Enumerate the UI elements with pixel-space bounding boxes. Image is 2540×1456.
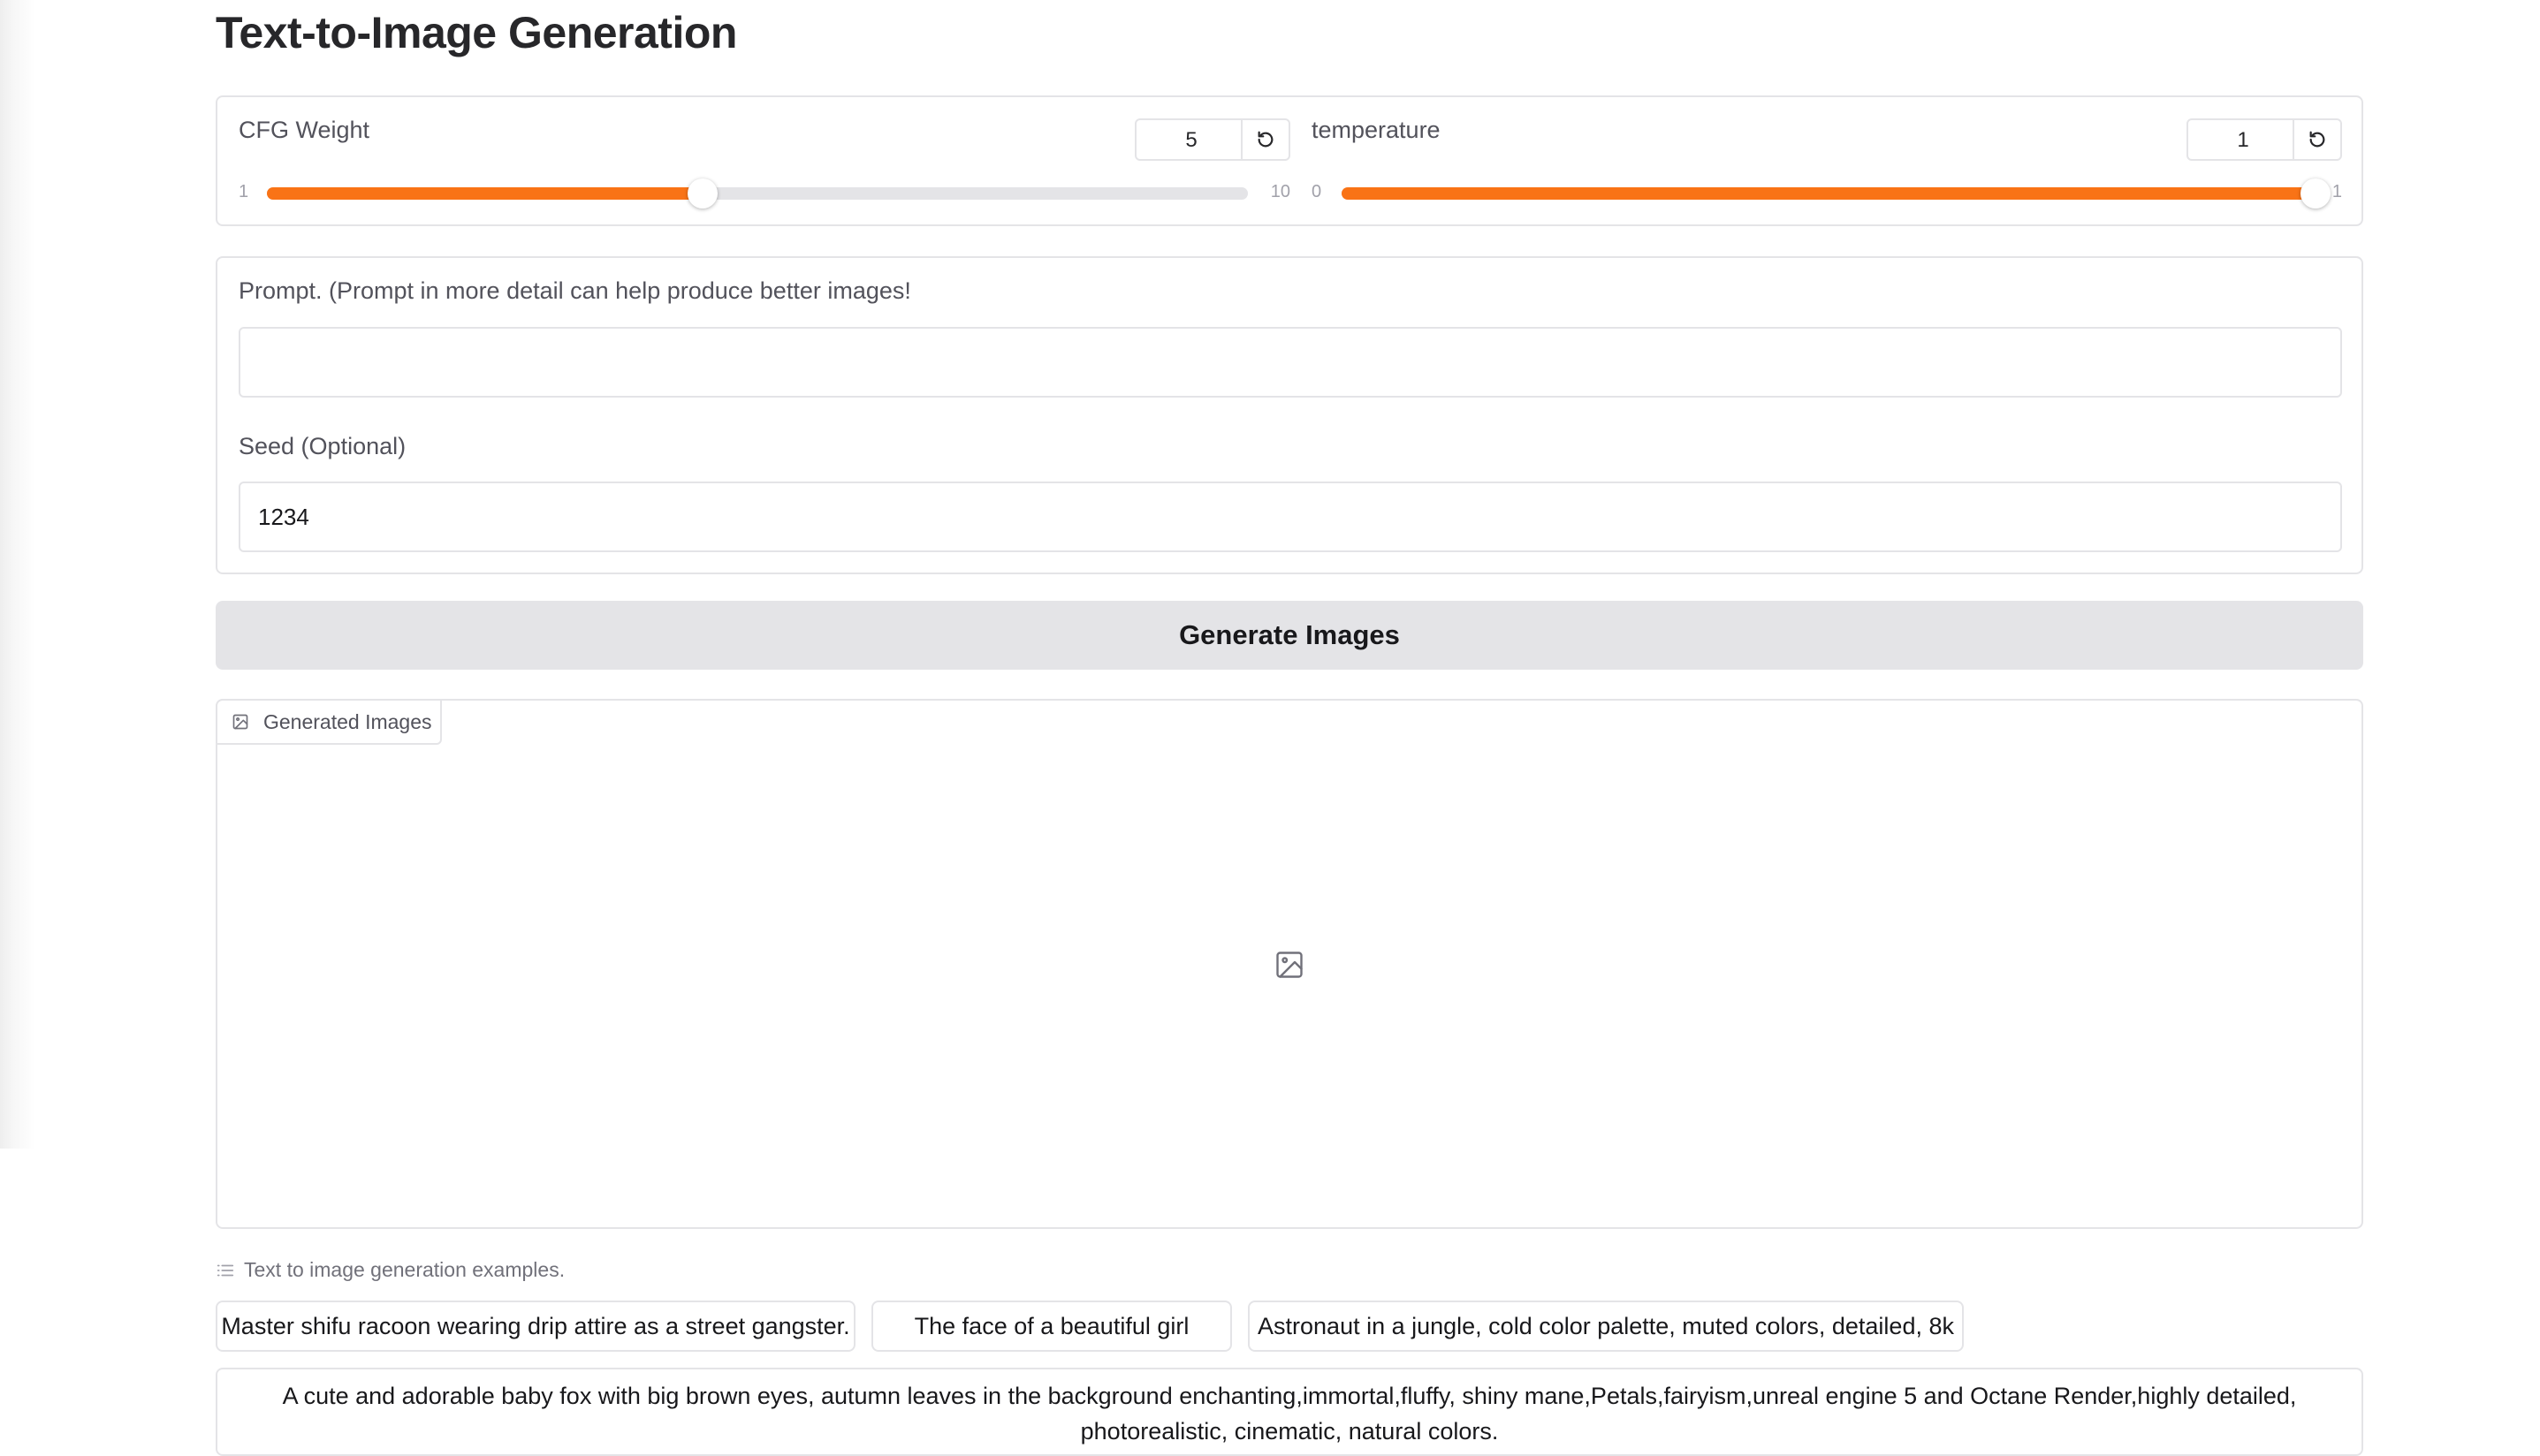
seed-input[interactable] <box>239 482 2342 552</box>
example-button[interactable]: Master shifu racoon wearing drip attire as a street gangster. <box>216 1301 856 1352</box>
cfg-weight-min: 1 <box>239 182 249 201</box>
cfg-weight-slider-group <box>239 97 1290 224</box>
temperature-reset-button[interactable] <box>2293 120 2340 159</box>
reset-icon <box>2308 130 2327 149</box>
temperature-thumb[interactable] <box>2300 178 2331 209</box>
cfg-weight-fill <box>267 187 703 200</box>
temperature-label: temperature <box>1312 117 1441 143</box>
image-placeholder-icon <box>1274 949 1305 981</box>
generate-images-button[interactable]: Generate Images <box>216 601 2363 670</box>
cfg-weight-thumb[interactable] <box>688 178 718 209</box>
temperature-min: 0 <box>1312 182 1322 201</box>
prompt-panel <box>216 256 2363 574</box>
slider-panel <box>216 95 2363 226</box>
temperature-fill <box>1342 187 2316 200</box>
examples-header <box>216 1258 565 1282</box>
gallery-tab-label: Generated Images <box>263 709 432 733</box>
seed-label: Seed (Optional) <box>239 433 407 459</box>
example-button[interactable]: Astronaut in a jungle, cold color palette, muted colors, detailed, 8k <box>1248 1301 1964 1352</box>
temperature-input[interactable] <box>2188 120 2298 161</box>
cfg-weight-number-box <box>1135 118 1290 161</box>
reset-icon <box>1256 130 1275 149</box>
example-button[interactable]: A cute and adorable baby fox with big brown eyes, autumn leaves in the background enchanting,immortal,fluffy, shiny mane,Petals,fairyism,unreal engine 5 and Octane Render,highly detailed, photorealistic, cinematic, natural colors. <box>216 1368 2363 1456</box>
image-icon <box>232 713 249 731</box>
prompt-input[interactable] <box>239 327 2342 398</box>
page-title: Text-to-Image Generation <box>216 8 737 57</box>
gallery-tab <box>216 699 442 745</box>
generated-images-gallery <box>216 699 2363 1229</box>
temperature-slider-group <box>1312 97 2342 224</box>
list-icon <box>216 1261 235 1280</box>
cfg-weight-label: CFG Weight <box>239 117 370 143</box>
examples-header-label: Text to image generation examples. <box>244 1258 566 1281</box>
prompt-label: Prompt. (Prompt in more detail can help produce better images! <box>239 277 911 304</box>
temperature-max: 1 <box>2331 182 2342 201</box>
cfg-weight-reset-button[interactable] <box>1241 120 1289 159</box>
left-edge-shadow <box>0 0 35 1149</box>
cfg-weight-max: 10 <box>1270 182 1290 201</box>
temperature-number-box <box>2186 118 2342 161</box>
temperature-track[interactable] <box>1342 187 2316 200</box>
cfg-weight-track[interactable] <box>267 187 1248 200</box>
cfg-weight-input[interactable] <box>1137 120 1246 161</box>
example-button[interactable]: The face of a beautiful girl <box>871 1301 1232 1352</box>
